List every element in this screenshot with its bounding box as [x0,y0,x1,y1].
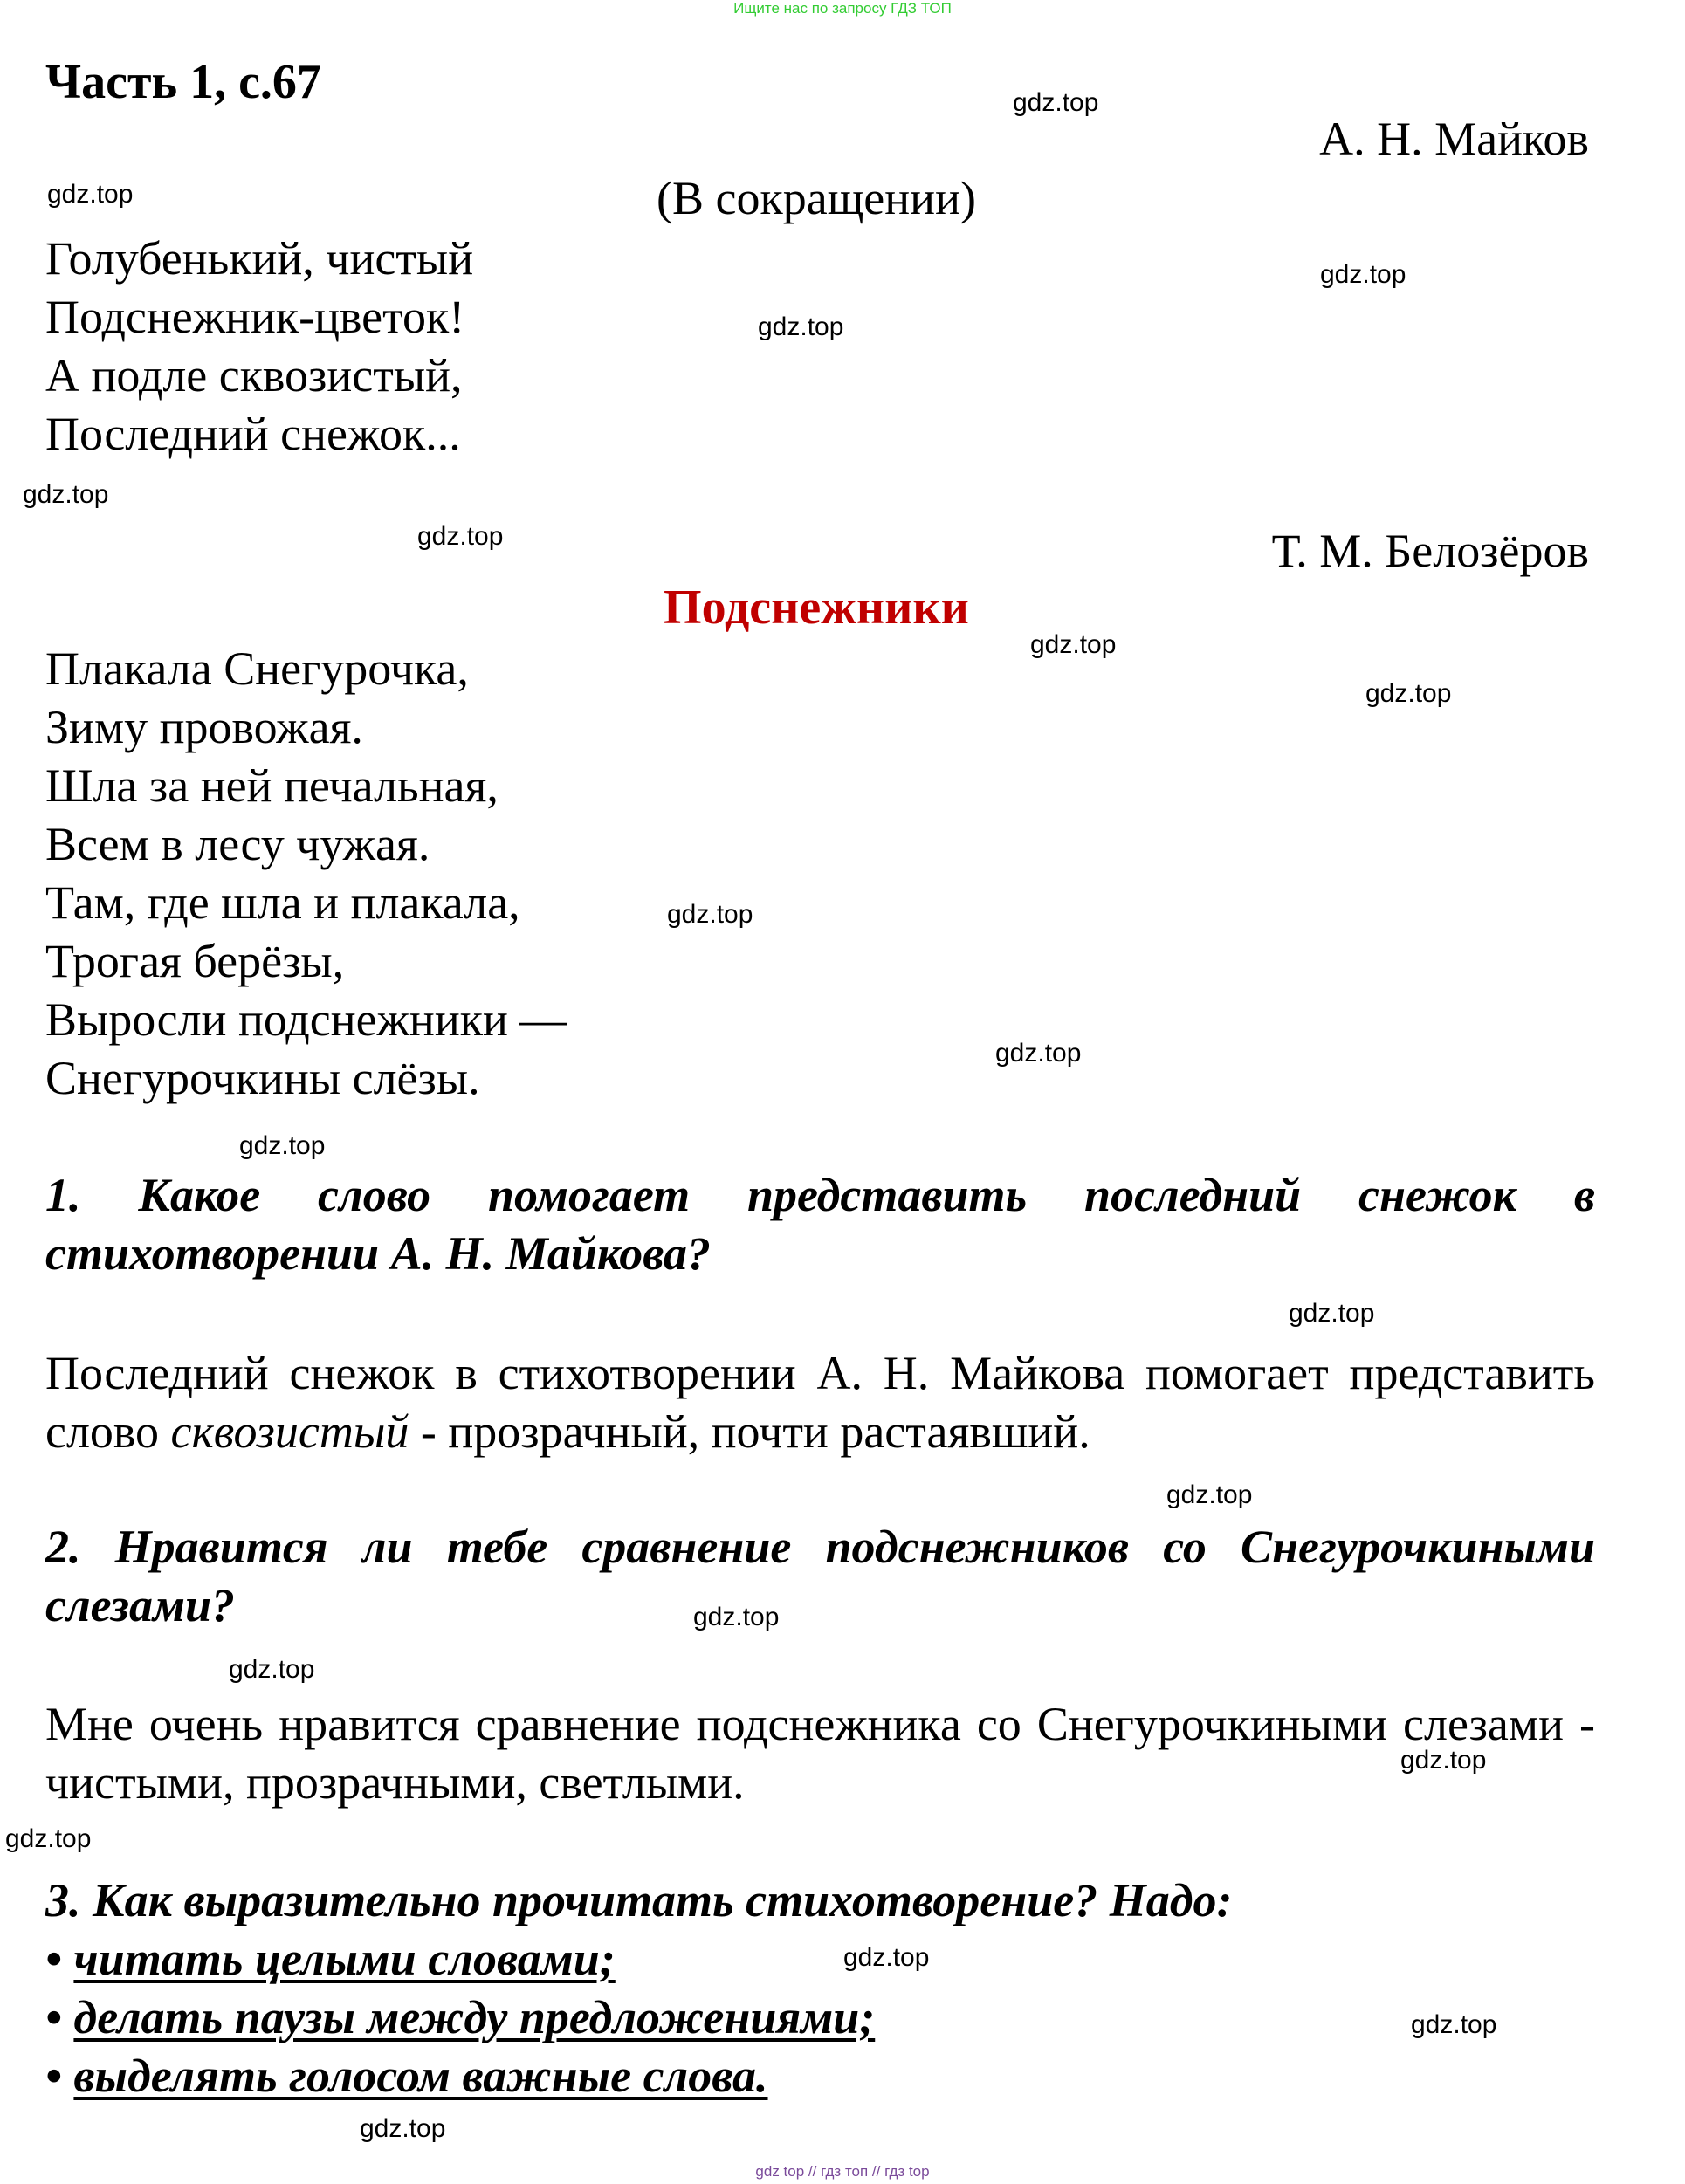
bullet-text: делать паузы между предложениями; [73,1991,876,2043]
poem-line: Снегурочкины слёзы. [45,1052,480,1104]
watermark: gdz.top [1166,1480,1253,1509]
page-title: Часть 1, с.67 [45,55,321,109]
watermark: gdz.top [1411,2010,1497,2039]
watermark: gdz.top [1365,679,1452,708]
poem1-author: А. Н. Майков [1319,113,1589,165]
watermark: gdz.top [417,522,504,551]
poem-line: Последний снежок... [45,408,461,460]
watermark: gdz.top [995,1039,1082,1068]
answer-2: Мне очень нравится сравнение подснежника со Снегурочкиными слезами - чистыми, прозрачными, светлыми. [45,1698,1595,1809]
watermark: gdz.top [667,900,753,929]
watermark: gdz.top [47,180,134,209]
poem-line: Всем в лесу чужая. [45,818,430,870]
poem2-text [45,640,567,1108]
watermark: gdz.top [1400,1746,1487,1775]
watermark: gdz.top [239,1131,326,1160]
watermark: gdz.top [1030,630,1117,659]
watermark: gdz.top [23,480,109,509]
watermark: gdz.top [5,1824,92,1853]
poem-line: Плакала Снегурочка, [45,642,469,695]
poem-line: Подснежник-цветок! [45,291,465,343]
list-item [45,1988,875,2047]
poem-line: Трогая берёзы, [45,935,345,987]
watermark: gdz.top [843,1943,930,1972]
poem1-note: (В сокращении) [657,172,976,224]
poem-line: А подле сквозистый, [45,349,463,402]
question-3: 3. Как выразительно прочитать стихотворение? Надо: [45,1874,1233,1926]
bullet-mark: • [45,1991,62,2043]
top-banner: Ищите нас по запросу ГДЗ ТОП [733,0,952,17]
poem-line: Шла за ней печальная, [45,759,499,812]
poem-line: Зиму провожая. [45,701,363,753]
footer: gdz top // гдз топ // гдз top [755,2163,930,2180]
watermark: gdz.top [693,1603,780,1631]
bullet-text: выделять голосом важные слова. [73,2050,768,2102]
poem2-title: Подснежники [664,580,969,635]
answer-1-text-end: - прозрачный, почти растаявший. [409,1405,1090,1458]
bullet-mark: • [45,2050,62,2102]
answer-1-keyword: сквозистый [170,1405,409,1458]
bullet-list [45,1930,875,2105]
poem-line: Там, где шла и плакала, [45,876,520,929]
question-1: 1. Какое слово помогает представить последний снежок в стихотворении А. Н. Майкова? [45,1169,1595,1280]
list-item [45,1930,875,1988]
bullet-mark: • [45,1933,62,1985]
poem-line: Выросли подснежники — [45,993,567,1046]
answer-1-text: Последний снежок в стихотворении А. Н. Майкова помогает представить слово [45,1347,1595,1458]
answer-1 [45,1344,1595,1461]
question-2: 2. Нравится ли тебе сравнение подснежников со Снегурочкиными слезами? [45,1521,1595,1631]
poem1-text [45,230,473,464]
poem-line: Голубенький, чистый [45,232,474,285]
watermark: gdz.top [758,312,844,341]
watermark: gdz.top [1320,260,1406,289]
poem2-author: Т. М. Белозёров [1271,525,1589,577]
list-item [45,2047,875,2105]
watermark: gdz.top [360,2114,446,2143]
watermark: gdz.top [1013,88,1099,117]
watermark: gdz.top [1289,1299,1375,1328]
bullet-text: читать целыми словами; [73,1933,616,1985]
watermark: gdz.top [229,1655,315,1684]
